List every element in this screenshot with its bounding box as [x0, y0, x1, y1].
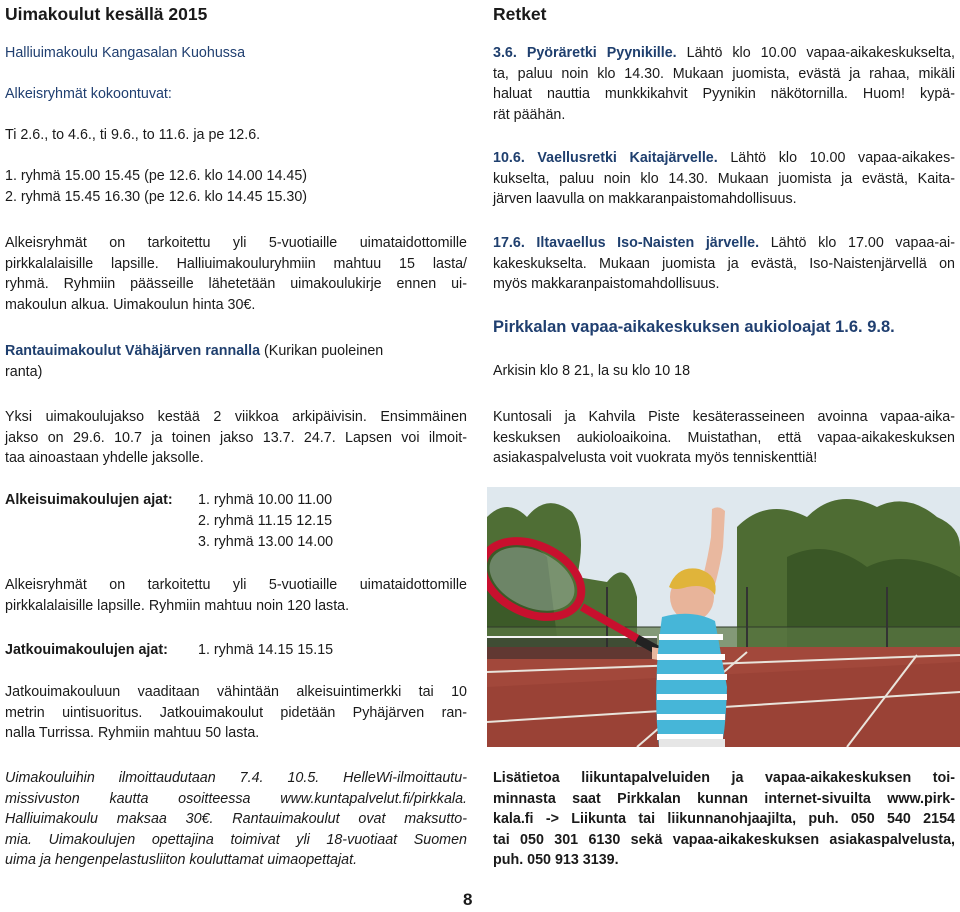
- advanced-time-1: 1. ryhmä 14.15 15.15: [198, 642, 334, 658]
- trip-3-heading: 17.6. Iltavaellus Iso-Naisten järvelle.: [493, 235, 760, 251]
- trip-2: 10.6. Vaellusretki Kaitajärvelle. Lähtö klo 10.00 vapaa-aikakes- kukselta, paluu noin klo 14.30. Mukaan juomista ja evästä, Kaita- järven laavulla on makkaranpaistomahdollisuus.: [493, 150, 955, 207]
- opening-hours: Arkisin klo 8 21, la su klo 10 18: [493, 363, 691, 379]
- beach-info-paragraph: Yksi uimakoulujakso kestää 2 viikkoa arkipäivisin. Ensimmäinen jakso on 29.6. 10.7 ja toinen jakso 13.7. 24.7. Lapsen voi ilmoit- taa ainoastaan yhdelle jaksolle.: [5, 409, 467, 466]
- photo-illustration: [487, 487, 960, 747]
- beach-school-heading: Rantauimakoulut Vähäjärven rannalla (Kurikan puoleinen: [5, 343, 384, 359]
- trip-1-heading: 3.6. Pyöräretki Pyynikille.: [493, 45, 677, 61]
- beginner-groups-subtitle: Alkeisryhmät kokoontuvat:: [5, 86, 172, 102]
- hall-info-paragraph: Alkeisryhmät on tarkoitettu yli 5-vuotiaille uimataidottomille pirkkalalaisille lapsille. Halliuimakouluryhmiin mahtuu 15 lasta/ ryhmä. Ryhmiin päässeille lähetetään uimakoulukirje ennen ui- makoulun alkua. Uimakoulun hinta 30€.: [5, 235, 467, 313]
- group-2-times: 2. ryhmä 15.45 16.30 (pe 12.6. klo 14.45 15.30): [5, 189, 308, 205]
- session-dates: Ti 2.6., to 4.6., ti 9.6., to 11.6. ja pe 12.6.: [5, 127, 261, 143]
- trip-1: 3.6. Pyöräretki Pyynikille. Lähtö klo 10.00 vapaa-aikakeskukselta, ta, paluu noin klo 14.30. Mukaan juomista, evästä ja rahaa, mikäli haluat nauttia munkkikahvit Pyynikin näkötornilla. Huom! kypä- rät päähän.: [493, 45, 955, 123]
- beginner-info-paragraph: Alkeisryhmät on tarkoitettu yli 5-vuotiaille uimataidottomille pirkkalalaisille lapsille. Ryhmiin mahtuu noin 120 lasta.: [5, 577, 467, 614]
- registration-paragraph: Uimakouluihin ilmoittaudutaan 7.4. 10.5. HelleWi-ilmoittautu- missivuston kautta osoitteessa www.kuntapalvelut.fi/pirkkala. Halliuimakoulu maksaa 30€. Rantauimakoulut ovat maksutto- mia. Uimakoulujen opettajina toimivat yli 18-vuotiaat Suomen uima ja hengenpelastusliiton kouluttamat uimaopettajat.: [5, 770, 467, 868]
- hall-swim-school-subtitle: Halliuimakoulu Kangasalan Kuohussa: [5, 45, 246, 61]
- facilities-paragraph: Kuntosali ja Kahvila Piste kesäterasseineen avoinna vapaa-aika- keskuksen aukioloaikoina. Muistathan, että vapaa-aikakeskuksen asiakaspalvelusta voit vuokrata myös tenniskenttiä!: [493, 409, 955, 466]
- page-number: 8: [463, 890, 473, 909]
- beginner-time-1: 1. ryhmä 10.00 11.00: [198, 492, 333, 508]
- group-1-times: 1. ryhmä 15.00 15.45 (pe 12.6. klo 14.00 14.45): [5, 168, 308, 184]
- advanced-info-paragraph: Jatkouimakouluun vaaditaan vähintään alkeisuintimerkki tai 10 metrin uintisuoritus. Jatkouimakoulut pidetään Pyhäjärven ran- nalla Turrissa. Ryhmiin mahtuu 50 lasta.: [5, 684, 467, 741]
- beginner-time-3: 3. ryhmä 13.00 14.00: [198, 534, 334, 550]
- swim-school-title: Uimakoulut kesällä 2015: [5, 4, 208, 24]
- trip-2-heading: 10.6. Vaellusretki Kaitajärvelle.: [493, 150, 718, 166]
- contact-info-paragraph: Lisätietoa liikuntapalveluiden ja vapaa-aikakeskuksen toi- minnasta saat Pirkkalan kunnan internet-sivuilta www.pirk- kala.fi -> Liikunta tai liikunnanohjaajilta, puh. 050 540 2154 tai 050 301 6130 sekä vapaa-aikakeskuksen asiakaspalvelusta, puh. 050 913 3139.: [493, 770, 955, 868]
- advanced-times-label: Jatkouimakoulujen ajat:: [5, 642, 168, 658]
- beach-school-heading-line2: ranta): [5, 364, 43, 380]
- beginner-time-2: 2. ryhmä 11.15 12.15: [198, 513, 333, 529]
- opening-hours-title: Pirkkalan vapaa-aikakeskuksen aukioloajat 1.6. 9.8.: [493, 318, 895, 336]
- tennis-player-photo: [487, 487, 960, 747]
- trip-3: 17.6. Iltavaellus Iso-Naisten järvelle. Lähtö klo 17.00 vapaa-ai- kakeskukselta. Mukaan juomista ja evästä, Iso-Naistenjärvellä on myös makkaranpaistomahdollisuus.: [493, 235, 955, 292]
- beginner-times-label: Alkeisuimakoulujen ajat:: [5, 492, 173, 508]
- trips-title: Retket: [493, 4, 547, 24]
